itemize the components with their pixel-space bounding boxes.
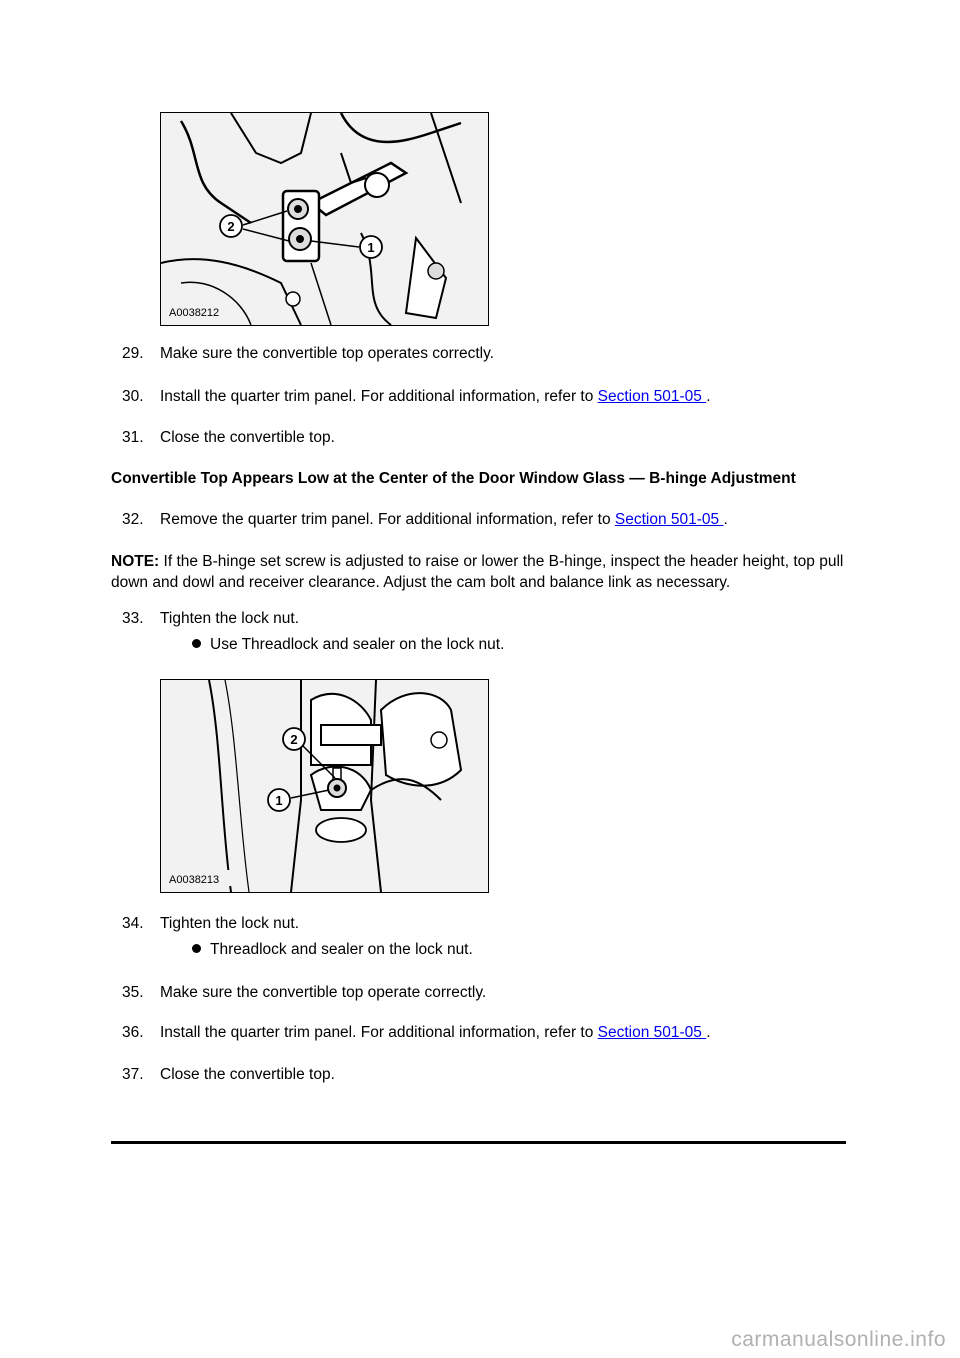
step-29 — [122, 345, 494, 363]
figure-code: A0038212 — [169, 307, 220, 319]
figure-code: A0038213 — [169, 874, 220, 886]
bullet-icon — [192, 944, 201, 953]
step-33 — [122, 610, 299, 628]
bullet-text: Use Threadlock and sealer on the lock nut. — [210, 636, 505, 653]
callout-1-label: 1 — [367, 240, 375, 255]
step-number: 30. — [122, 388, 144, 405]
callout-1-label: 1 — [275, 793, 283, 808]
section-501-05-link[interactable]: Section 501-05 — [597, 388, 707, 405]
step-text: Remove the quarter trim panel. For additional information, refer to — [160, 511, 615, 528]
step-number: 31. — [122, 429, 144, 446]
step-number: 37. — [122, 1066, 144, 1083]
step-text: Install the quarter trim panel. For additional information, refer to — [160, 1024, 598, 1041]
step-number: 33. — [122, 610, 144, 627]
watermark: carmanualsonline.info — [731, 1328, 946, 1351]
step-text: Tighten the lock nut. — [160, 610, 300, 627]
step-number: 32. — [122, 511, 144, 528]
section-501-05-link[interactable]: Section 501-05 — [597, 1024, 707, 1041]
step-text: Tighten the lock nut. — [160, 915, 300, 932]
step-36 — [122, 1024, 711, 1042]
note-label: NOTE: — [111, 553, 160, 570]
step-34 — [122, 915, 299, 933]
step-number: 29. — [122, 345, 144, 362]
hinge-illustration-2 — [161, 680, 488, 892]
section-501-05-link[interactable]: Section 501-05 — [614, 511, 724, 528]
step-number: 35. — [122, 984, 144, 1001]
step-31 — [122, 429, 335, 447]
hinge-illustration-1 — [161, 113, 488, 325]
step-37 — [122, 1066, 335, 1084]
callout-2-label: 2 — [290, 732, 298, 747]
bullet-text: Threadlock and sealer on the lock nut. — [210, 941, 473, 958]
step-30 — [122, 388, 711, 406]
step-32 — [122, 511, 728, 529]
step-text: Make sure the convertible top operate correctly. — [160, 984, 487, 1001]
callout-2-label: 2 — [227, 219, 235, 234]
bullet-item — [192, 941, 473, 959]
step-punctuation: . — [723, 511, 728, 528]
note-text: If the B-hinge set screw is adjusted to raise or lower the B-hinge, inspect the header height, top pull down and dowl and receiver clearance. Adjust the cam bolt and balance link as necessary. — [111, 553, 844, 591]
step-punctuation: . — [706, 1024, 711, 1041]
section-heading: Convertible Top Appears Low at the Center of the Door Window Glass — B-hinge Adjustment — [111, 470, 796, 487]
step-text: Install the quarter trim panel. For additional information, refer to — [160, 388, 598, 405]
step-text: Close the convertible top. — [160, 429, 335, 446]
figure-a0038213 — [160, 679, 489, 893]
step-text: Close the convertible top. — [160, 1066, 335, 1083]
step-number: 34. — [122, 915, 144, 932]
figure-a0038212 — [160, 112, 489, 326]
note — [111, 551, 851, 593]
bullet-icon — [192, 639, 201, 648]
step-number: 36. — [122, 1024, 144, 1041]
step-35 — [122, 984, 486, 1002]
step-punctuation: . — [706, 388, 711, 405]
bullet-item — [192, 636, 504, 654]
step-text: Make sure the convertible top operates correctly. — [160, 345, 494, 362]
page-divider — [111, 1141, 846, 1144]
